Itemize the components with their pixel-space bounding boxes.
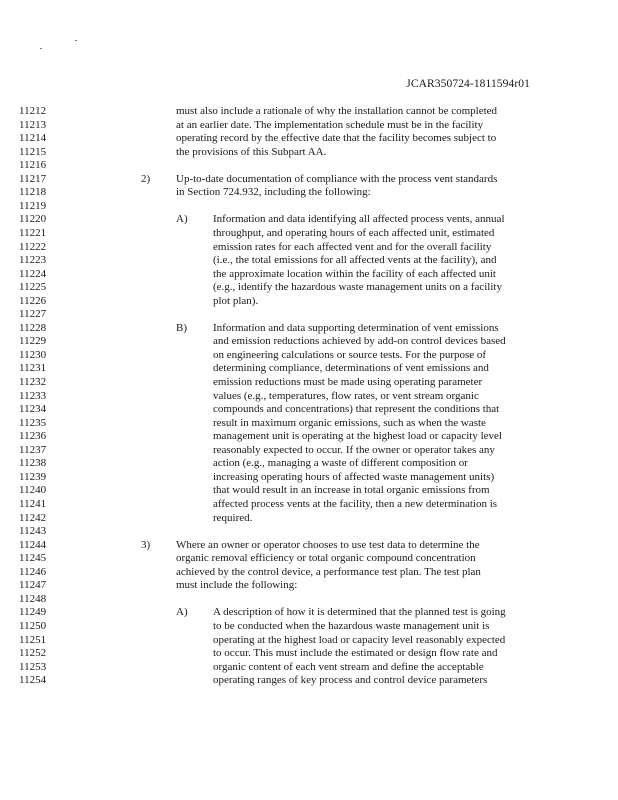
document-line [0,119,618,133]
line-number: 11234 [19,403,47,416]
line-number: 11222 [19,240,47,253]
list-marker: 2) [141,172,151,185]
scan-speck [75,40,77,41]
line-text: Information and data identifying all affected process vents, annual [213,213,505,226]
document-line [0,444,618,458]
line-number: 11254 [19,674,47,687]
document-line [0,552,618,566]
line-number: 11213 [19,118,47,131]
document-line [0,403,618,417]
document-line [0,593,618,607]
line-number: 11244 [19,538,47,551]
line-number: 11231 [19,362,47,375]
document-line [0,200,618,214]
list-marker: B) [176,321,187,334]
line-number: 11236 [19,430,47,443]
document-line [0,295,618,309]
line-number: 11212 [19,105,47,117]
document-line [0,241,618,255]
line-text: reasonably expected to occur. If the owner or operator takes any [213,443,495,456]
line-text: Up-to-date documentation of compliance with the process vent standards [176,172,498,185]
line-number: 11240 [19,484,47,497]
line-number: 11251 [19,633,47,646]
document-line [0,281,618,295]
document-line [0,579,618,593]
document-line [0,566,618,580]
line-text: required. [213,511,253,524]
document-line [0,376,618,390]
line-number: 11245 [19,552,47,565]
line-text: operating record by the effective date that the facility becomes subject to [176,132,497,145]
line-number: 11243 [19,525,47,537]
list-marker: A) [176,213,188,226]
line-number: 11219 [19,199,47,212]
line-number: 11241 [19,498,47,510]
line-number: 11220 [19,213,47,226]
line-number: 11216 [19,159,47,172]
line-text: throughput, and operating hours of each affected unit, estimated [213,226,495,239]
document-line [0,227,618,241]
scan-speck [40,48,42,49]
document-line [0,390,618,404]
document-line [0,484,618,498]
line-number: 11223 [19,254,47,267]
document-line [0,349,618,363]
line-text: operating ranges of key process and control device parameters [213,674,488,687]
list-marker: A) [176,606,188,619]
line-text: organic removal efficiency or total organic compound concentration [176,552,476,565]
line-number: 11232 [19,376,47,388]
document-line [0,471,618,485]
line-number: 11218 [19,186,47,199]
line-text: operating at the highest load or capacity level reasonably expected [213,633,506,646]
line-number: 11253 [19,660,47,673]
document-line [0,457,618,471]
document-line [0,647,618,661]
document-line [0,417,618,431]
document-line [0,620,618,634]
line-text: (e.g., identify the hazardous waste management units on a facility [213,281,502,294]
line-number: 11228 [19,321,47,334]
line-text: the approximate location within the facility of each affected unit [213,267,496,280]
line-number: 11239 [19,470,47,483]
document-line [0,606,618,620]
line-text: Where an owner or operator chooses to use test data to determine the [176,538,480,551]
line-text: and emission reductions achieved by add-on control devices based [213,335,506,348]
line-text: Information and data supporting determination of vent emissions [213,321,499,334]
document-line [0,661,618,675]
line-text: to be conducted when the hazardous waste management unit is [213,619,490,632]
line-text: A description of how it is determined that the planned test is going [213,606,506,619]
line-text: affected process vents at the facility, then a new determination is [213,498,498,510]
line-text: to occur. This must include the estimated or design flow rate and [213,647,498,659]
line-text: emission reductions must be made using operating parameter [213,376,483,388]
document-line [0,525,618,539]
line-number: 11221 [19,226,47,239]
line-number: 11214 [19,132,47,145]
document-line [0,430,618,444]
line-number: 11238 [19,457,47,470]
document-line [0,308,618,322]
list-marker: 3) [141,538,151,551]
line-number: 11250 [19,619,47,632]
line-text: on engineering calculations or source tests. For the purpose of [213,348,487,361]
line-text: (i.e., the total emissions for all affected vents at the facility), and [213,254,497,267]
line-text: the provisions of this Subpart AA. [176,145,327,158]
line-text: increasing operating hours of affected waste management units) [213,470,495,483]
document-line [0,146,618,160]
line-text: achieved by the control device, a performance test plan. The test plan [176,565,481,578]
document-line [0,105,618,119]
line-number: 11226 [19,294,47,307]
line-number: 11249 [19,606,47,619]
line-text: compounds and concentrations) that represent the conditions that [213,403,500,416]
line-text: must include the following: [176,579,298,592]
line-number: 11248 [19,592,47,605]
document-line [0,512,618,526]
line-text: that would result in an increase in total organic emissions from [213,484,490,497]
line-number: 11247 [19,579,47,592]
line-number: 11233 [19,389,47,402]
line-text: in Section 724.932, including the following: [176,186,371,199]
line-text: result in maximum organic emissions, such as when the waste [213,416,486,429]
document-header: JCAR350724-1811594r01 [406,78,530,90]
line-number: 11227 [19,308,47,321]
line-text: emission rates for each affected vent and for the overall facility [213,240,492,253]
line-number: 11225 [19,281,47,294]
document-line [0,213,618,227]
line-text: determining compliance, determinations of vent emissions and [213,362,489,375]
line-text: at an earlier date. The implementation schedule must be in the facility [176,118,484,131]
line-text: action (e.g., managing a waste of different composition or [213,457,468,470]
document-line [0,634,618,648]
line-number: 11242 [19,511,47,524]
line-number: 11237 [19,443,47,456]
line-text: management unit is operating at the highest load or capacity level [213,430,502,443]
document-line [0,132,618,146]
document-line [0,335,618,349]
line-text: must also include a rationale of why the installation cannot be completed [176,105,498,117]
line-text: plot plan). [213,294,259,307]
line-text: organic content of each vent stream and define the acceptable [213,660,484,673]
document-line [0,268,618,282]
line-number: 11229 [19,335,47,348]
document-line [0,498,618,512]
line-number: 11230 [19,348,47,361]
document-line [0,186,618,200]
document-line [0,322,618,336]
document-line [0,254,618,268]
document-line [0,674,618,688]
line-number: 11224 [19,267,47,280]
line-number: 11235 [19,416,47,429]
document-line [0,173,618,187]
document-line [0,159,618,173]
line-text: values (e.g., temperatures, flow rates, or vent stream organic [213,389,479,402]
line-number: 11252 [19,647,47,659]
line-number: 11217 [19,172,47,185]
line-number: 11246 [19,565,47,578]
document-line [0,362,618,376]
document-line [0,539,618,553]
line-number: 11215 [19,145,47,158]
